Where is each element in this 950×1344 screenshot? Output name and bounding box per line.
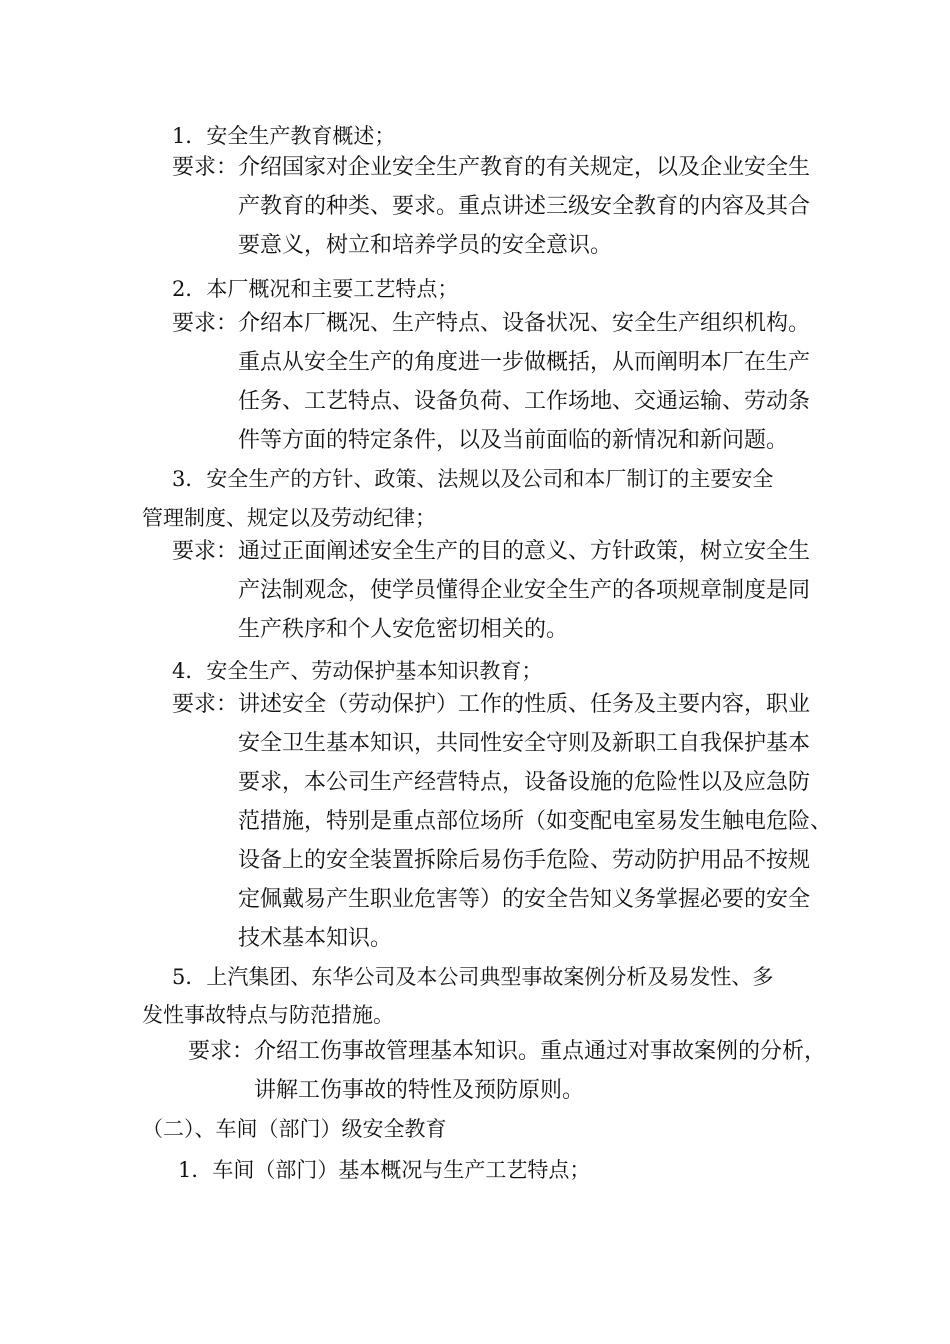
requirement-line: 定佩戴易产生职业危害等）的安全告知义务掌握必要的安全 (238, 886, 811, 911)
item-5-heading-cont: 发性事故特点与防范措施。 (142, 1003, 394, 1027)
item-4-heading: 4．安全生产、劳动保护基本知识教育； (172, 659, 543, 683)
requirement-line: 要意义，树立和培养学员的安全意识。 (238, 232, 613, 257)
requirement-line: 产法制观念，使学员懂得企业安全生产的各项规章制度是同 (238, 577, 811, 602)
requirement-line: 介绍本厂概况、生产特点、设备状况、安全生产组织机构。 (238, 310, 811, 335)
requirement-line: 件等方面的特定条件，以及当前面临的新情况和新问题。 (238, 427, 789, 452)
requirement-line: 介绍工伤事故管理基本知识。重点通过对事故案例的分析， (254, 1038, 827, 1063)
requirement-line: 安全卫生基本知识，共同性安全守则及新职工自我保护基本 (238, 730, 811, 755)
requirement-line: 讲解工伤事故的特性及预防原则。 (254, 1077, 585, 1102)
requirement-line: 技术基本知识。 (238, 925, 393, 950)
item-3-heading: 3．安全生产的方针、政策、法规以及公司和本厂制订的主要安全 (172, 467, 774, 491)
requirement-line: 讲述安全（劳动保护）工作的性质、任务及主要内容，职业 (238, 691, 811, 716)
requirement-label: 要求： (172, 538, 239, 563)
requirement-line: 介绍国家对企业安全生产教育的有关规定，以及企业安全生 (238, 154, 811, 179)
requirement-line: 设备上的安全装置拆除后易伤手危险、劳动防护用品不按规 (238, 847, 811, 872)
section-2-item-1: 1．车间（部门）基本概况与生产工艺特点； (178, 1158, 591, 1182)
item-3-heading-cont: 管理制度、规定以及劳动纪律； (142, 506, 436, 530)
requirement-line: 产教育的种类、要求。重点讲述三级安全教育的内容及其合 (238, 193, 811, 218)
requirement-line: 通过正面阐述安全生产的目的意义、方针政策，树立安全生 (238, 538, 811, 563)
requirement-line: 范措施，特别是重点部位场所（如变配电室易发生触电危险、 (238, 808, 833, 833)
item-1-heading: 1．安全生产教育概述； (172, 124, 396, 148)
requirement-line: 生产秩序和个人安危密切相关的。 (238, 616, 569, 641)
requirement-line: 要求，本公司生产经营特点，设备设施的危险性以及应急防 (238, 769, 811, 794)
section-2-title: （二）、车间（部门）级安全教育 (142, 1117, 447, 1141)
requirement-line: 重点从安全生产的角度进一步做概括，从而阐明本厂在生产 (238, 349, 811, 374)
item-5-heading: 5．上汽集团、东华公司及本公司典型事故案例分析及易发性、多 (172, 965, 774, 989)
requirement-label: 要求： (172, 154, 239, 179)
requirement-line: 任务、工艺特点、设备负荷、工作场地、交通运输、劳动条 (238, 388, 811, 413)
requirement-label: 要求： (188, 1038, 255, 1063)
requirement-label: 要求： (172, 310, 239, 335)
item-2-heading: 2．本厂概况和主要工艺特点； (172, 277, 459, 301)
requirement-label: 要求： (172, 691, 239, 716)
